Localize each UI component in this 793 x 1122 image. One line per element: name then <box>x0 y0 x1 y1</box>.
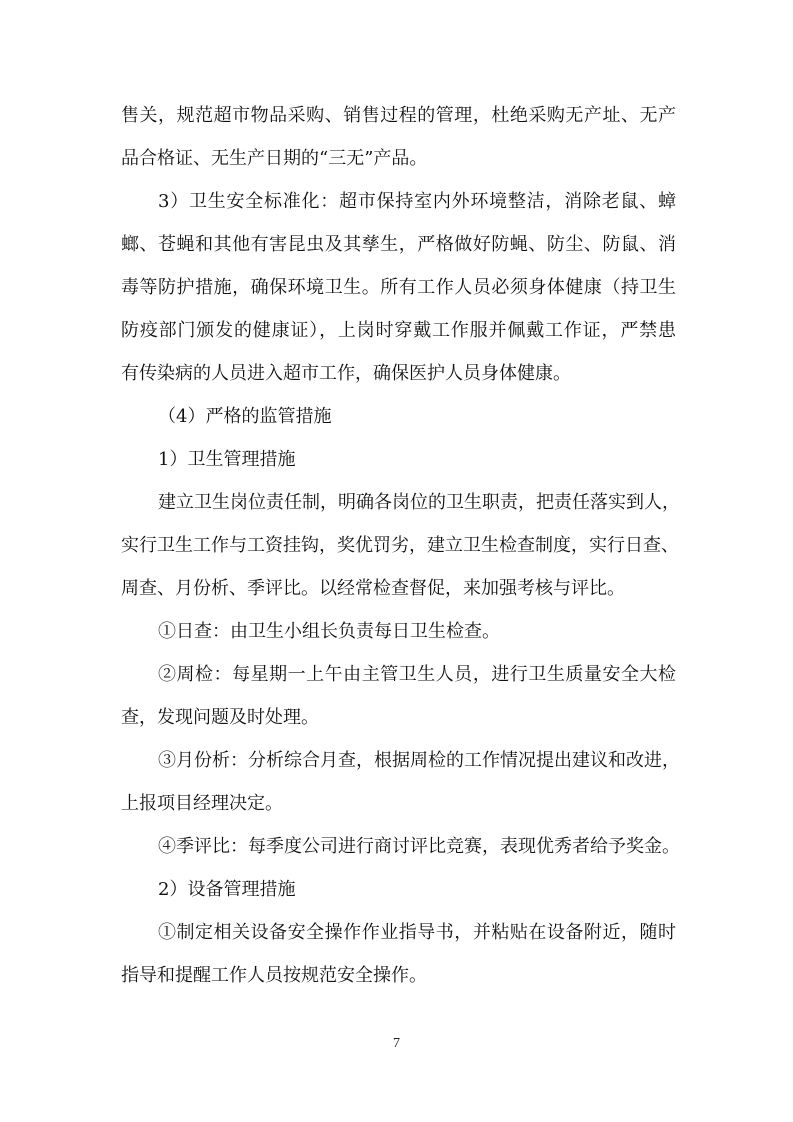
text-line: 3）卫生安全标准化：超市保持室内外环境整洁，消除老鼠、蟑 <box>158 191 676 212</box>
text-line: 毒等防护措施，确保环境卫生。所有工作人员必须身体健康（持卫生 <box>121 277 676 298</box>
list-item: ①日查：由卫生小组长负责每日卫生检查。 <box>158 621 500 642</box>
text-line: 品合格证、无生产日期的“三无”产品。 <box>121 148 428 169</box>
text-line: 防疫部门颁发的健康证），上岗时穿戴工作服并佩戴工作证，严禁患 <box>121 320 676 341</box>
list-item: ①制定相关设备安全操作作业指导书，并粘贴在设备附近，随时 <box>158 922 676 943</box>
text-line: 实行卫生工作与工资挂钩，奖优罚劣，建立卫生检查制度，实行日查、 <box>121 535 679 556</box>
text-line: 螂、苍蝇和其他有害昆虫及其孳生，严格做好防蝇、防尘、防鼠、消 <box>121 234 676 255</box>
text-line: 指导和提醒工作人员按规范安全操作。 <box>121 965 427 986</box>
list-item: ④季评比：每季度公司进行商讨评比竞赛，表现优秀者给予奖金。 <box>158 836 680 857</box>
list-item: ③月份析：分析综合月查，根据周检的工作情况提出建议和改进， <box>158 750 680 771</box>
subsection-heading: 1）卫生管理措施 <box>158 449 296 470</box>
list-item: ②周检：每星期一上午由主管卫生人员，进行卫生质量安全大检 <box>158 664 676 685</box>
text-line: 上报项目经理决定。 <box>121 793 283 814</box>
section-heading: （4）严格的监管措施 <box>158 406 332 427</box>
text-line: 有传染病的人员进入超市工作，确保医护人员身体健康。 <box>121 363 571 384</box>
text-line: 建立卫生岗位责任制，明确各岗位的卫生职责，把责任落实到人， <box>158 492 680 513</box>
text-line: 周查、月份析、季评比。以经常检查督促，来加强考核与评比。 <box>121 578 625 599</box>
page-number: 7 <box>393 1036 400 1051</box>
subsection-heading: 2）设备管理措施 <box>158 879 296 900</box>
text-line: 查，发现问题及时处理。 <box>121 707 319 728</box>
text-line: 售关，规范超市物品采购、销售过程的管理，杜绝采购无产址、无产 <box>121 105 676 126</box>
